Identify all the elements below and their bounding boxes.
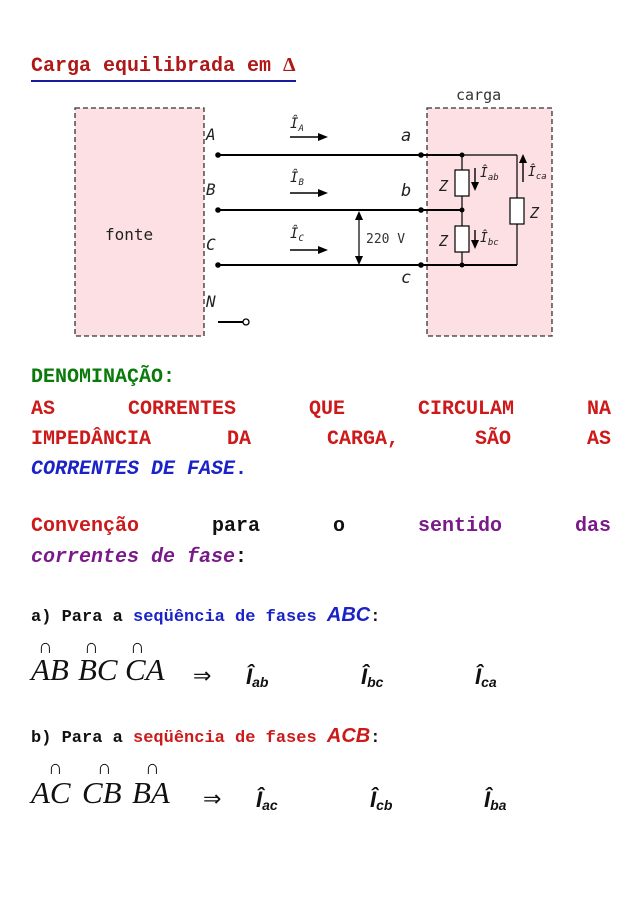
pair-CB: CB	[82, 775, 122, 810]
arc-symbol: ∩	[130, 636, 145, 658]
word: das	[574, 515, 611, 538]
prefix: a) Para a	[31, 608, 134, 627]
current-IB-label: $Î_B$	[290, 170, 304, 188]
current-IA-label: $Î_A$	[290, 116, 304, 134]
pair-CA: CA	[125, 652, 165, 687]
word: NA	[586, 398, 611, 421]
page-title	[31, 52, 296, 82]
current-ac: $Î_{ac}$	[256, 787, 278, 813]
emphasis-text: CORRENTES DE FASE	[31, 458, 236, 481]
word: DA	[227, 428, 252, 451]
period: .	[235, 458, 248, 481]
arc-symbol: ∩	[84, 636, 99, 658]
word: IMPEDÂNCIA	[31, 428, 152, 451]
sequence: ABC	[326, 604, 371, 626]
fonte-box	[75, 108, 204, 336]
denominacao-line3	[31, 455, 611, 485]
carga-label: carga	[456, 86, 502, 104]
terminal-N: N	[206, 292, 216, 311]
implies-arrow: ⇒	[203, 787, 222, 812]
word: AS	[31, 398, 56, 421]
word: Convenção	[31, 515, 140, 538]
word: sentido	[417, 515, 502, 538]
arc-symbol: ∩	[97, 757, 112, 779]
convencao-line2	[31, 543, 611, 573]
pair-BA: BA	[132, 775, 170, 810]
terminal-A: A	[206, 125, 216, 144]
title-text: Carga equilibrada em	[31, 55, 284, 78]
pair-AB: AB	[31, 652, 69, 687]
colon: :	[235, 546, 248, 569]
item-a-heading	[31, 604, 380, 627]
suffix: :	[370, 608, 381, 627]
word: CARGA,	[326, 428, 399, 451]
word: CORRENTES	[127, 398, 237, 421]
Z-ab: Z	[439, 177, 449, 195]
colored-text: seqüência de fases	[133, 729, 327, 748]
denominacao-heading: DENOMINAÇÃO:	[31, 366, 176, 389]
denominacao-line1	[31, 395, 611, 425]
circuit-diagram	[0, 80, 638, 350]
arc-symbol: ∩	[48, 757, 63, 779]
prefix: b) Para a	[31, 729, 134, 748]
voltage-label: 220 V	[366, 232, 406, 247]
convencao-line1	[31, 512, 611, 542]
terminal-C: C	[206, 235, 216, 254]
carga-box	[427, 108, 552, 336]
terminal-c: c	[401, 268, 412, 288]
pair-AC: AC	[31, 775, 71, 810]
word: SÃO	[474, 428, 511, 451]
sequence: ACB	[326, 725, 371, 747]
emphasis-text: correntes de fase	[31, 546, 236, 569]
implies-arrow: ⇒	[193, 664, 212, 689]
current-ab: $Î_{ab}$	[246, 664, 269, 690]
pair-BC: BC	[78, 652, 118, 687]
current-ba: $Î_{ba}$	[484, 787, 507, 813]
suffix: :	[370, 729, 381, 748]
denominacao-line2	[31, 425, 611, 455]
colored-text: seqüência de fases	[133, 608, 327, 627]
word: o	[332, 515, 345, 538]
Z-bc: Z	[439, 232, 449, 250]
terminal-a: a	[401, 126, 412, 146]
arc-symbol: ∩	[145, 757, 160, 779]
word: CIRCULAM	[417, 398, 514, 421]
current-Ica-label: $Î_{ca}$	[528, 165, 547, 182]
Z-ca: Z	[530, 204, 540, 222]
current-Ibc-label: $Î_{bc}$	[480, 231, 499, 248]
current-IC-label: $Î_C$	[290, 226, 304, 244]
current-Iab-label: $Î_{ab}$	[480, 166, 499, 183]
current-ca: $Î_{ca}$	[475, 664, 497, 690]
fonte-label: fonte	[105, 225, 154, 244]
current-bc: $Î_{bc}$	[361, 664, 384, 690]
word: AS	[586, 428, 611, 451]
arc-symbol: ∩	[38, 636, 53, 658]
delta-symbol: Δ	[283, 54, 296, 76]
terminal-b: b	[401, 181, 412, 201]
terminal-B: B	[206, 180, 216, 199]
current-cb: $Î_{cb}$	[370, 787, 393, 813]
item-b-heading	[31, 725, 380, 748]
word: QUE	[308, 398, 345, 421]
word: para	[212, 515, 261, 538]
